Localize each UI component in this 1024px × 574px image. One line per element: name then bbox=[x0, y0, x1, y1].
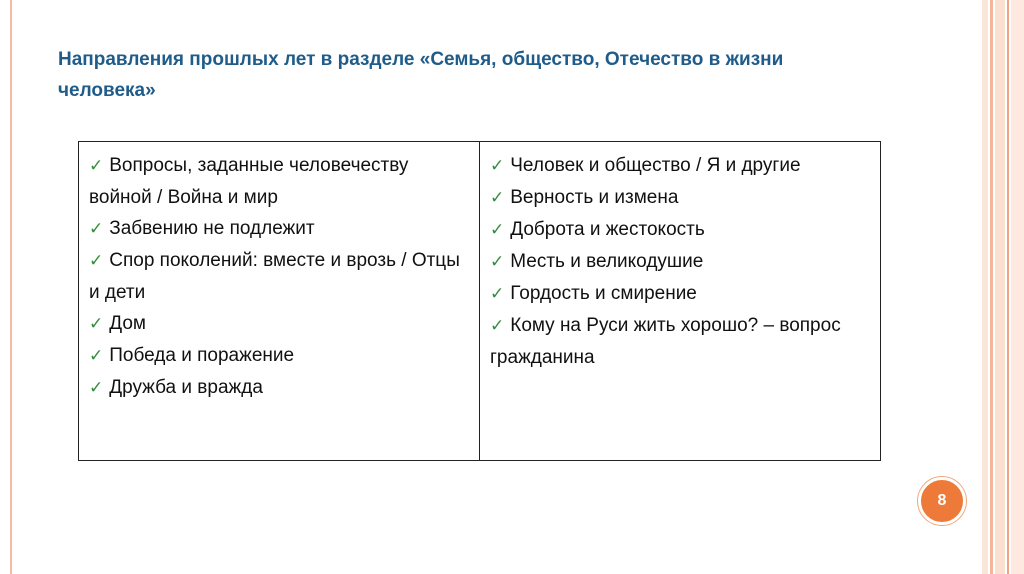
list-item: ✓ Верность и измена bbox=[490, 187, 679, 208]
check-icon: ✓ bbox=[490, 316, 505, 336]
check-icon: ✓ bbox=[490, 188, 505, 208]
list-item: ✓ Дружба и вражда bbox=[89, 377, 263, 398]
check-icon: ✓ bbox=[490, 220, 505, 240]
check-icon: ✓ bbox=[89, 378, 104, 398]
list-item: ✓ Кому на Руси жить хорошо? – вопрос гражданина bbox=[490, 315, 841, 368]
check-icon: ✓ bbox=[89, 219, 104, 239]
list-item: ✓ Забвению не подлежит bbox=[89, 218, 315, 239]
table-column-right bbox=[480, 142, 880, 460]
check-icon: ✓ bbox=[89, 156, 104, 176]
check-icon: ✓ bbox=[490, 252, 505, 272]
check-icon: ✓ bbox=[490, 156, 505, 176]
right-decor-stripes bbox=[982, 0, 1024, 574]
list-item: ✓ Доброта и жестокость bbox=[490, 219, 705, 240]
list-item: ✓ Дом bbox=[89, 313, 146, 334]
list-item: ✓ Вопросы, заданные человечеству войной / Война и мир bbox=[89, 155, 409, 208]
check-icon: ✓ bbox=[89, 251, 104, 271]
check-icon: ✓ bbox=[490, 284, 505, 304]
slide-title: Направления прошлых лет в разделе «Семья, общество, Отечество в жизни человека» bbox=[58, 49, 784, 101]
list-item: ✓ Победа и поражение bbox=[89, 345, 295, 366]
list-item: ✓ Месть и великодушие bbox=[490, 251, 704, 272]
list-item: ✓ Человек и общество / Я и другие bbox=[490, 155, 801, 176]
topics-table bbox=[78, 141, 881, 461]
table-column-left bbox=[79, 142, 480, 460]
check-icon: ✓ bbox=[89, 314, 104, 334]
check-icon: ✓ bbox=[89, 346, 104, 366]
page-number-badge: 8 bbox=[918, 477, 966, 525]
list-item: ✓ Спор поколений: вместе и врозь / Отцы и дети bbox=[89, 250, 460, 303]
list-item: ✓ Гордость и смирение bbox=[490, 283, 697, 304]
left-decor-line bbox=[10, 0, 12, 574]
